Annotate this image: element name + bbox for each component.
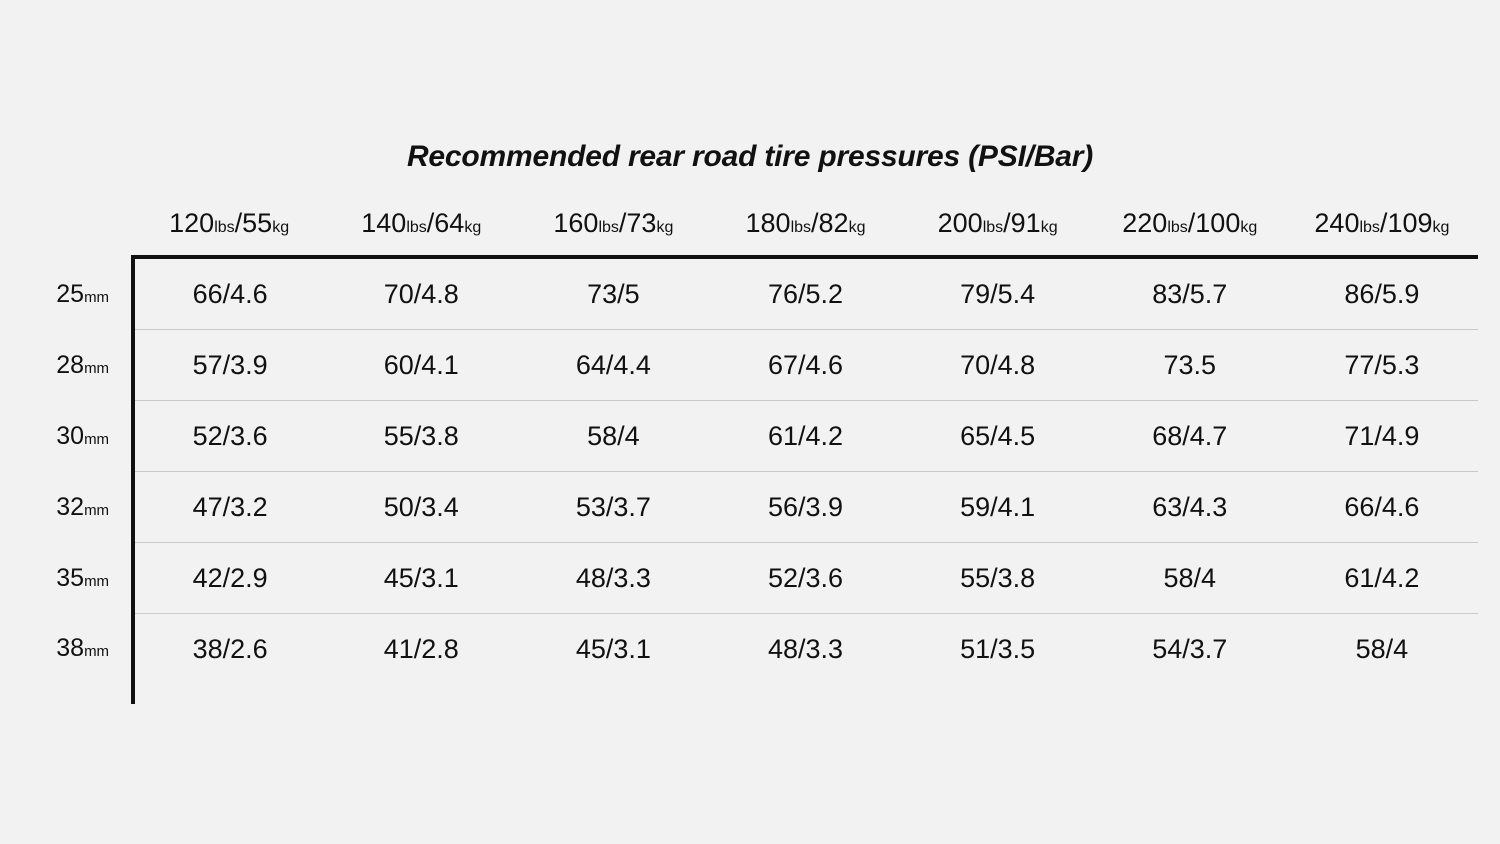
corner-blank-cell [28, 208, 133, 257]
cell-5-0: 38/2.6 [192, 633, 268, 664]
row-header-unit-1: mm [84, 359, 110, 377]
cell-2-0: 52/3.6 [133, 401, 325, 472]
cell-5-3: 48/3.3 [767, 633, 844, 664]
row-header-unit-0: mm [84, 289, 110, 307]
column-header-2 [517, 208, 709, 257]
axis-stub-filler [133, 684, 1478, 704]
row-header-unit-5: mm [84, 643, 110, 661]
cell-3-0: 47/3.2 [133, 472, 325, 543]
column-header-kg-unit-4: kg [1040, 219, 1058, 236]
column-header-6 [1286, 208, 1478, 257]
row-header-width-5: 38 [56, 634, 85, 663]
row-header-width-0: 25 [56, 280, 85, 309]
table-axis-stub-row [28, 684, 1478, 704]
cell-3-6: 66/4.6 [1286, 472, 1478, 543]
column-header-kg-6: 109 [1387, 208, 1433, 238]
column-header-kg-unit-1: kg [464, 219, 482, 236]
column-header-lbs-unit-2: lbs [598, 219, 619, 236]
cell-2-4: 65/4.5 [902, 401, 1094, 472]
cell-1-3: 67/4.6 [709, 330, 901, 401]
cell-1-2: 64/4.4 [517, 330, 709, 401]
cell-4-5: 58/4 [1094, 543, 1286, 614]
cell-4-0: 42/2.9 [133, 543, 325, 614]
column-header-lbs-unit-4: lbs [982, 219, 1004, 236]
column-header-kg-1: 64 [434, 208, 465, 238]
row-header-1 [28, 330, 133, 401]
row-header-unit-2: mm [84, 430, 110, 448]
cell-4-4: 55/3.8 [902, 543, 1094, 614]
column-header-3 [709, 208, 901, 257]
column-header-kg-unit-6: kg [1432, 219, 1450, 236]
column-header-lbs-6: 240 [1314, 208, 1360, 238]
column-header-sep-2: / [618, 208, 627, 238]
row-header-width-2: 30 [56, 421, 85, 450]
cell-2-3: 61/4.2 [709, 401, 901, 472]
cell-4-1: 45/3.1 [325, 543, 517, 614]
column-header-lbs-1: 140 [361, 208, 407, 238]
column-header-lbs-2: 160 [553, 208, 599, 238]
column-header-lbs-unit-0: lbs [214, 219, 235, 236]
cell-0-1: 70/4.8 [325, 257, 517, 330]
cell-5-6: 58/4 [1355, 633, 1409, 664]
chart-title: Recommended rear road tire pressures (PSI/Bar) [406, 140, 1094, 173]
column-header-kg-3: 82 [818, 208, 849, 238]
column-header-kg-0: 55 [242, 208, 273, 238]
cell-4-2: 48/3.3 [517, 543, 709, 614]
column-header-lbs-0: 120 [169, 208, 215, 238]
row-header-5 [28, 614, 133, 685]
column-header-kg-unit-2: kg [656, 219, 674, 236]
cell-0-6: 86/5.9 [1286, 257, 1478, 330]
column-header-kg-unit-3: kg [848, 219, 866, 236]
column-header-1 [325, 208, 517, 257]
cell-5-4: 51/3.5 [960, 633, 1036, 664]
cell-1-1: 60/4.1 [325, 330, 517, 401]
cell-4-6: 61/4.2 [1286, 543, 1478, 614]
row-header-unit-3: mm [84, 501, 110, 519]
table-row [28, 614, 1478, 685]
column-header-sep-1: / [426, 208, 435, 238]
column-header-lbs-unit-3: lbs [790, 219, 812, 236]
column-header-kg-4: 91 [1010, 208, 1041, 238]
table-row [28, 257, 1478, 330]
cell-2-1: 55/3.8 [325, 401, 517, 472]
column-header-kg-unit-0: kg [272, 219, 290, 236]
row-header-2 [28, 401, 133, 472]
row-header-0 [28, 257, 133, 330]
column-header-sep-0: / [234, 208, 243, 238]
cell-0-5: 83/5.7 [1094, 257, 1286, 330]
cell-3-5: 63/4.3 [1094, 472, 1286, 543]
column-header-kg-5: 100 [1195, 208, 1241, 238]
cell-0-4: 79/5.4 [902, 257, 1094, 330]
pressure-table [28, 208, 1478, 704]
table-row [28, 330, 1478, 401]
column-header-lbs-5: 220 [1122, 208, 1168, 238]
cell-3-4: 59/4.1 [902, 472, 1094, 543]
cell-3-1: 50/3.4 [325, 472, 517, 543]
vertical-axis-stub [28, 684, 133, 704]
cell-1-0: 57/3.9 [133, 330, 325, 401]
pressure-table-container [28, 208, 1478, 704]
table-row [28, 401, 1478, 472]
cell-5-2: 45/3.1 [575, 633, 651, 664]
cell-4-3: 52/3.6 [709, 543, 901, 614]
table-row [28, 543, 1478, 614]
cell-2-6: 71/4.9 [1286, 401, 1478, 472]
cell-0-0: 66/4.6 [133, 257, 325, 330]
row-header-width-1: 28 [56, 350, 85, 379]
cell-0-2: 73/5 [517, 257, 709, 330]
cell-1-5: 73.5 [1094, 330, 1286, 401]
column-header-5 [1094, 208, 1286, 257]
column-header-lbs-4: 200 [937, 208, 983, 238]
column-header-lbs-unit-5: lbs [1167, 219, 1188, 236]
row-header-width-3: 32 [56, 492, 85, 521]
cell-2-2: 58/4 [517, 401, 709, 472]
column-header-0 [133, 208, 325, 257]
row-header-width-4: 35 [56, 563, 85, 592]
column-header-kg-unit-5: kg [1240, 219, 1258, 236]
column-header-lbs-unit-1: lbs [406, 219, 427, 236]
table-header-row [28, 208, 1478, 257]
cell-3-2: 53/3.7 [517, 472, 709, 543]
column-header-sep-5: / [1187, 208, 1196, 238]
cell-2-5: 68/4.7 [1094, 401, 1286, 472]
cell-1-6: 77/5.3 [1286, 330, 1478, 401]
cell-0-3: 76/5.2 [709, 257, 901, 330]
cell-5-5: 54/3.7 [1152, 633, 1228, 664]
row-header-3 [28, 472, 133, 543]
cell-1-4: 70/4.8 [902, 330, 1094, 401]
column-header-lbs-unit-6: lbs [1359, 219, 1380, 236]
column-header-sep-6: / [1379, 208, 1388, 238]
cell-5-1: 41/2.8 [383, 633, 459, 664]
cell-3-3: 56/3.9 [709, 472, 901, 543]
row-header-unit-4: mm [84, 572, 110, 590]
row-header-4 [28, 543, 133, 614]
column-header-sep-3: / [811, 208, 819, 238]
table-row [28, 472, 1478, 543]
column-header-4 [902, 208, 1094, 257]
column-header-lbs-3: 180 [745, 208, 791, 238]
column-header-sep-4: / [1003, 208, 1011, 238]
column-header-kg-2: 73 [626, 208, 657, 238]
